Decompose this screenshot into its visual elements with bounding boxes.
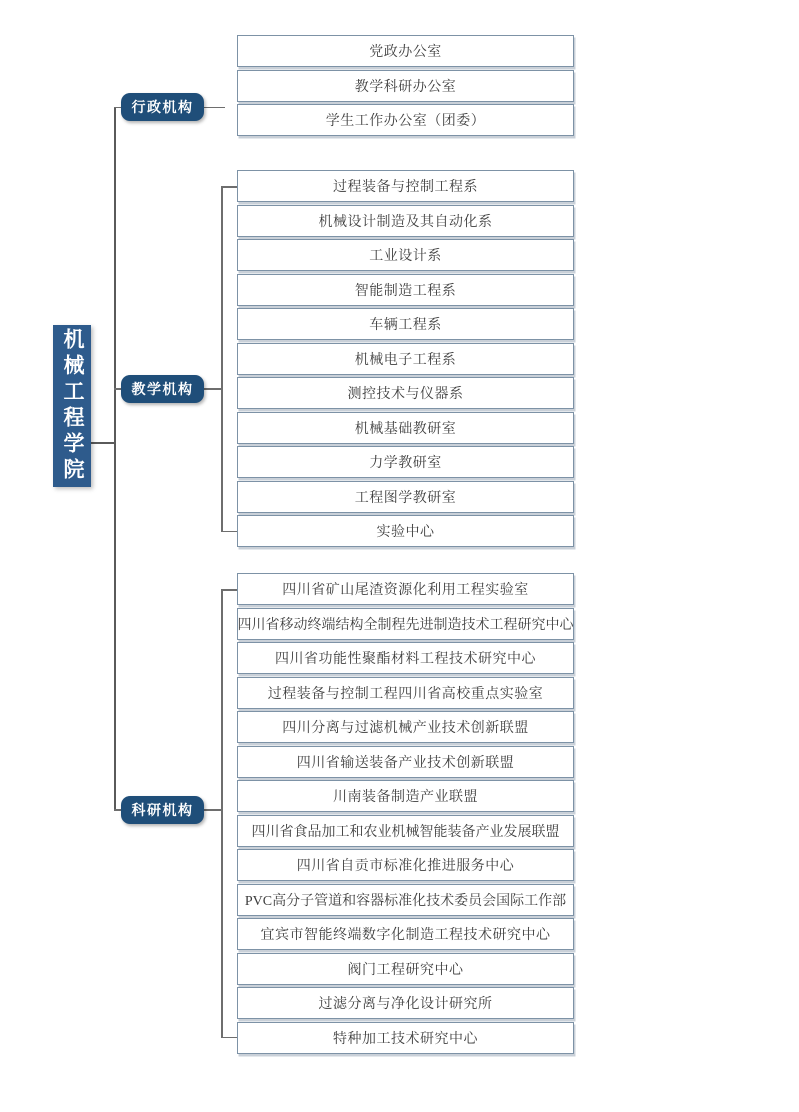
connector-main-trunk [114,107,116,810]
leaf-box: 实验中心 [237,515,574,547]
connector-trunk-to-admin [114,107,121,109]
leaf-box: 机械设计制造及其自动化系 [237,205,574,237]
connector-research-leaf-trunk [221,589,223,1038]
connector-research-top-stub [221,589,237,591]
connector-teaching-right [204,388,221,390]
leaf-box: 力学教研室 [237,446,574,478]
connector-admin-stub [204,107,225,109]
branch-node-teaching [121,375,204,403]
leaf-box: 四川省功能性聚酯材料工程技术研究中心 [237,642,574,674]
leaf-box: 四川省移动终端结构全制程先进制造技术工程研究中心 [237,608,574,640]
connector-trunk-to-teaching [114,388,121,390]
leaf-box: 四川省自贡市标准化推进服务中心 [237,849,574,881]
connector-research-right [204,809,221,811]
leaf-box: 过程装备与控制工程四川省高校重点实验室 [237,677,574,709]
research-leaf-column [237,573,574,1054]
connector-teaching-leaf-trunk [221,186,223,531]
connector-teaching-bottom-stub [221,531,237,533]
leaf-box: 特种加工技术研究中心 [237,1022,574,1054]
leaf-box: 过程装备与控制工程系 [237,170,574,202]
root-node-college [53,325,91,487]
teaching-leaf-column [237,170,574,547]
branch-node-administrative [121,93,204,121]
leaf-box: PVC高分子管道和容器标准化技术委员会国际工作部 [237,884,574,916]
root-node-label: 机械工程学院 [61,328,84,484]
branch-node-research [121,796,204,824]
leaf-box: 川南装备制造产业联盟 [237,780,574,812]
branch-node-label: 行政机构 [131,99,194,115]
connector-research-bottom-stub [221,1037,237,1039]
leaf-box: 测控技术与仪器系 [237,377,574,409]
leaf-box: 四川省矿山尾渣资源化利用工程实验室 [237,573,574,605]
branch-node-label: 教学机构 [131,381,194,397]
leaf-box: 四川省食品加工和农业机械智能装备产业发展联盟 [237,815,574,847]
branch-node-label: 科研机构 [131,802,194,818]
leaf-box: 四川省输送装备产业技术创新联盟 [237,746,574,778]
leaf-box: 宜宾市智能终端数字化制造工程技术研究中心 [237,918,574,950]
leaf-box: 学生工作办公室（团委） [237,104,574,136]
connector-root-to-trunk [91,442,115,444]
leaf-box: 党政办公室 [237,35,574,67]
leaf-box: 阀门工程研究中心 [237,953,574,985]
leaf-box: 机械基础教研室 [237,412,574,444]
leaf-box: 过滤分离与净化设计研究所 [237,987,574,1019]
leaf-box: 智能制造工程系 [237,274,574,306]
leaf-box: 工程图学教研室 [237,481,574,513]
leaf-box: 教学科研办公室 [237,70,574,102]
leaf-box: 四川分离与过滤机械产业技术创新联盟 [237,711,574,743]
connector-trunk-to-research [114,809,121,811]
connector-teaching-top-stub [221,186,237,188]
leaf-box: 车辆工程系 [237,308,574,340]
leaf-box: 工业设计系 [237,239,574,271]
admin-leaf-column [237,35,574,136]
leaf-box: 机械电子工程系 [237,343,574,375]
